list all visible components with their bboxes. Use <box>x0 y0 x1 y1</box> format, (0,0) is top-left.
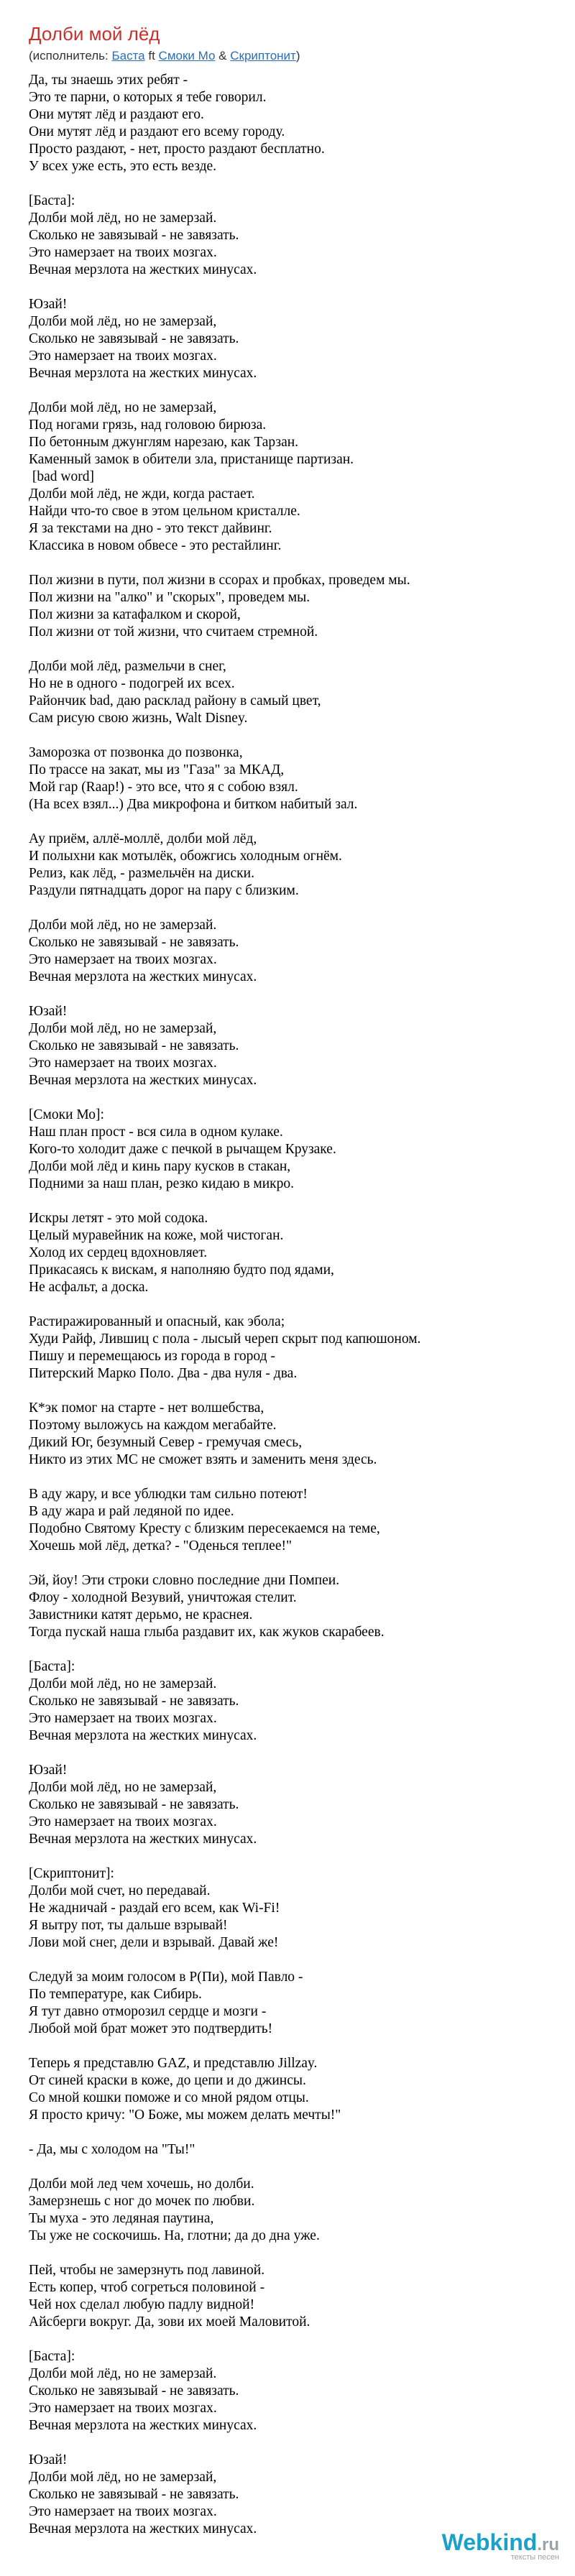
lyrics-text <box>29 72 420 2538</box>
lyric-line: Сколько не завязывай - не завязать. <box>29 935 239 950</box>
lyric-line: Лови мой снег, дели и взрывай. Давай же! <box>29 1935 279 1950</box>
lyric-line: Заморозка от позвонка до позвонка, <box>29 745 243 760</box>
lyric-line: Найди что-то свое в этом цельном кристалле. <box>29 504 300 519</box>
lyric-line: Долби мой счет, но передавай. <box>29 1883 211 1898</box>
lyric-line: Сколько не завязывай - не завязать. <box>29 1694 239 1709</box>
lyric-line: Не жадничай - раздай его всем, как Wi-Fi! <box>29 1901 280 1916</box>
lyric-line: Питерский Марко Поло. Два - два нуля - два. <box>29 1366 298 1381</box>
page-title: Долби мой лёд <box>29 23 160 45</box>
lyric-line: Это намерзает на твоих мозгах. <box>29 2401 217 2416</box>
lyric-line: Со мной кошки поможе и со мной рядом отцы. <box>29 2090 309 2105</box>
performers-line <box>29 49 300 63</box>
lyric-line: Это намерзает на твоих мозгах. <box>29 1711 217 1726</box>
lyric-blank-line <box>29 382 420 400</box>
watermark-tagline: тексты песен <box>510 2553 559 2562</box>
lyric-blank-line <box>29 2038 420 2055</box>
lyric-line: Ты уже не соскочишь. На, глотни; да до дна уже. <box>29 2228 320 2243</box>
lyric-line: Это намерзает на твоих мозгах. <box>29 1814 217 1829</box>
lyric-line: Любой мой брат может это подтвердить! <box>29 2021 273 2036</box>
lyric-blank-line <box>29 175 420 193</box>
lyric-line: Пол жизни в пути, пол жизни в ссорах и пробках, проведем мы. <box>29 573 410 588</box>
lyric-line: Пол жизни за катафалком и скорой, <box>29 607 241 622</box>
lyric-line: Классика в новом обвесе - это рестайлинг. <box>29 538 282 553</box>
lyric-line: Завистники катят дерьмо, не краснея. <box>29 1607 253 1622</box>
lyric-line: Долби мой лёд и кинь пару кусков в стакан, <box>29 1159 291 1174</box>
lyric-line: Я за текстами на дно - это текст дайвинг. <box>29 521 272 536</box>
lyric-blank-line <box>29 1089 420 1107</box>
lyric-blank-line <box>29 813 420 831</box>
lyric-line: [Смоки Мо]: <box>29 1107 104 1122</box>
lyric-blank-line <box>29 1555 420 1572</box>
lyric-blank-line <box>29 279 420 296</box>
lyric-blank-line <box>29 1382 420 1400</box>
lyric-line: Никто из этих МС не сможет взять и заменить меня здесь. <box>29 1452 377 1467</box>
lyric-line: Райончик bad, даю расклад району в самый цвет, <box>29 693 321 708</box>
lyric-line: [Баста]: <box>29 1659 75 1674</box>
lyric-line: Кого-то холодит даже с печкой в рычащем Крузаке. <box>29 1142 336 1157</box>
lyric-line: Пей, чтобы не замерзнуть под лавиной. <box>29 2263 265 2278</box>
lyric-line: Пишу и перемещаюсь из города в город - <box>29 1349 275 1364</box>
lyric-line: Долби мой лёд, но не замерзай, <box>29 1780 217 1795</box>
lyric-line: Каменный замок в обители зла, пристанище партизан. <box>29 452 354 467</box>
lyric-blank-line <box>29 2124 420 2141</box>
lyric-line: Эй, йоу! Эти строки словно последние дни Помпеи. <box>29 1573 340 1588</box>
lyric-line: Целый муравейник на коже, мой чистоган. <box>29 1228 284 1243</box>
lyric-line: Раздули пятнадцать дорог на пару с близким. <box>29 883 299 898</box>
performers-suffix: ) <box>295 49 300 63</box>
lyric-line: По бетонным джунглям нарезаю, как Тарзан. <box>29 435 299 450</box>
lyric-line: Долби мой лёд, размельчи в снег, <box>29 659 226 674</box>
lyric-line: [Баста]: <box>29 193 75 208</box>
lyric-line: Долби мой лёд, но не замерзай, <box>29 1021 217 1036</box>
lyric-line: Поэтому выложусь на каждом мегабайте. <box>29 1418 277 1433</box>
lyric-line: Подобно Святому Кресту с близким пересекаемся на теме, <box>29 1521 380 1536</box>
ft-separator: ft <box>144 49 159 63</box>
lyric-blank-line <box>29 641 420 658</box>
lyric-line: Они мутят лёд и раздают его. <box>29 107 204 122</box>
watermark-domain: .ru <box>537 2535 559 2554</box>
site-watermark <box>442 2529 559 2562</box>
lyric-blank-line <box>29 2331 420 2348</box>
lyric-blank-line <box>29 1193 420 1210</box>
lyric-blank-line <box>29 986 420 1003</box>
lyric-line: Искры летят - это мой содока. <box>29 1211 208 1226</box>
lyric-line: Холод их сердец вдохновляет. <box>29 1245 208 1260</box>
lyric-line: По трассе на закат, мы из "Газа" за МКАД, <box>29 762 285 777</box>
artist-link-scriptonite[interactable]: Скриптонит <box>230 49 296 63</box>
lyric-line: Сколько не завязывай - не завязать. <box>29 2383 239 2399</box>
lyric-line: Есть копер, чтоб согреться половиной - <box>29 2280 265 2295</box>
lyric-line: Вечная мерзлота на жестких минусах. <box>29 1832 257 1847</box>
lyric-line: Юзай! <box>29 297 68 312</box>
lyric-line: Наш план прост - вся сила в одном кулаке. <box>29 1125 283 1140</box>
lyric-blank-line <box>29 2434 420 2452</box>
lyric-line: Сколько не завязывай - не завязать. <box>29 1038 239 1053</box>
lyric-blank-line <box>29 727 420 744</box>
watermark-brand: Webkind <box>441 2529 538 2555</box>
lyric-blank-line <box>29 2159 420 2176</box>
lyric-line: Ты муха - это ледяная паутина, <box>29 2211 214 2226</box>
lyric-line: Вечная мерзлота на жестких минусах. <box>29 262 257 277</box>
lyric-line: Долби мой лёд, но не замерзай. <box>29 2366 217 2381</box>
lyric-line: Ау приём, аллё-моллё, долби мой лёд, <box>29 831 257 846</box>
lyric-line: Я просто кричу: "О Боже, мы можем делать мечты!" <box>29 2108 341 2123</box>
amp-separator: & <box>215 49 231 63</box>
lyric-line: Флоу - холодной Везувий, уничтожая стелит. <box>29 1590 297 1605</box>
lyric-line: Долби мой лёд, но не замерзай. <box>29 1676 217 1691</box>
lyric-line: Вечная мерзлота на жестких минусах. <box>29 2418 257 2433</box>
lyric-line: Юзай! <box>29 1004 68 1019</box>
lyric-line: Долби мой лёд, но не замерзай, <box>29 314 217 329</box>
lyric-line: (На всех взял...) Два микрофона и битком набитый зал. <box>29 797 358 812</box>
lyric-line: - Да, мы с холодом на "Ты!" <box>29 2142 196 2157</box>
performers-prefix: (исполнитель: <box>29 49 112 63</box>
lyric-line: Худи Райф, Лившиц с пола - лысый череп скрыт под капюшоном. <box>29 1331 421 1347</box>
lyric-line: Но не в одного - подогрей их всех. <box>29 676 235 691</box>
lyric-line: Долби мой лёд, но не замерзай, <box>29 2470 217 2485</box>
lyric-line: От синей краски в коже, до цепи и до джинсы. <box>29 2073 306 2088</box>
lyric-line: По температуре, как Сибирь. <box>29 1987 202 2002</box>
lyric-line: Они мутят лёд и раздают его всему городу. <box>29 124 285 139</box>
lyric-line: Чей нох сделал любую падлу видной! <box>29 2297 255 2312</box>
lyric-line: Вечная мерзлота на жестких минусах. <box>29 969 257 984</box>
lyric-line: Мой гар (Raap!) - это все, что я с собою взял. <box>29 780 298 795</box>
lyric-line: Релиз, как лёд, - размельчён на диски. <box>29 866 254 881</box>
lyric-line: Прикасаясь к вискам, я наполняю будто под ядами, <box>29 1262 334 1278</box>
lyric-line: Хочешь мой лёд, детка? - "Оденься теплее!" <box>29 1538 292 1554</box>
lyric-line: Тогда пускай наша глыба раздавит их, как жуков скарабеев. <box>29 1625 385 1640</box>
artist-link-basta[interactable]: Баста <box>111 49 145 63</box>
lyric-blank-line <box>29 900 420 917</box>
lyric-line: Просто раздают, - нет, просто раздают бесплатно. <box>29 142 325 157</box>
lyric-line: Айсберги вокруг. Да, зови их моей Маловитой. <box>29 2314 310 2330</box>
lyric-line: [Скриптонит]: <box>29 1866 114 1881</box>
lyric-line: Долби мой лёд, но не замерзай. <box>29 211 217 226</box>
lyric-line: Сколько не завязывай - не завязать. <box>29 2487 239 2502</box>
lyric-line: В аду жара и рай ледяной по идее. <box>29 1504 234 1519</box>
lyric-line: Растиражированный и опасный, как эбола; <box>29 1314 285 1329</box>
watermark-logo <box>442 2529 559 2556</box>
lyric-line: И полыхни как мотылёк, обожгись холодным огнём. <box>29 849 342 864</box>
lyric-line: Долби мой лёд, не жди, когда растает. <box>29 486 255 502</box>
lyric-line: Пол жизни на "алко" и "скорых", проведем мы. <box>29 590 310 605</box>
lyric-blank-line <box>29 1469 420 1486</box>
lyric-blank-line <box>29 1296 420 1314</box>
lyric-line: Сколько не завязывай - не завязать. <box>29 1797 239 1812</box>
lyric-line: Сколько не завязывай - не завязать. <box>29 228 239 243</box>
lyric-line: Юзай! <box>29 2452 68 2467</box>
lyric-line: Это намерзает на твоих мозгах. <box>29 952 217 967</box>
lyric-blank-line <box>29 1952 420 1969</box>
lyric-blank-line <box>29 1848 420 1865</box>
lyric-blank-line <box>29 2245 420 2262</box>
lyric-line: Это намерзает на твоих мозгах. <box>29 245 217 260</box>
lyric-line: Я вытру пот, ты дальше взрывай! <box>29 1918 228 1933</box>
lyric-line: [Баста]: <box>29 2349 75 2364</box>
lyric-line: Долби мой лед чем хочешь, но долби. <box>29 2176 254 2192</box>
lyric-line: Вечная мерзлота на жестких минусах. <box>29 2521 257 2536</box>
lyric-line: Долби мой лёд, но не замерзай. <box>29 918 217 933</box>
lyric-line: Теперь я представлю GAZ, и представлю Jillzay. <box>29 2056 318 2071</box>
lyric-line: Подними за наш план, резко кидаю в микро. <box>29 1176 295 1191</box>
lyric-line: Пол жизни от той жизни, что считаем стремной. <box>29 624 318 640</box>
artist-link-smoky-mo[interactable]: Смоки Мо <box>158 49 216 63</box>
lyric-blank-line <box>29 1745 420 1762</box>
lyric-line: Не асфальт, а доска. <box>29 1280 149 1295</box>
lyric-line: [bad word] <box>29 469 94 484</box>
lyric-line: Долби мой лёд, но не замерзай, <box>29 400 217 415</box>
lyric-line: Это намерзает на твоих мозгах. <box>29 1056 217 1071</box>
lyric-line: Дикий Юг, безумный Север - гремучая смесь, <box>29 1435 303 1450</box>
lyric-line: Замерзнешь с ног до мочек по любви. <box>29 2194 255 2209</box>
lyric-line: Юзай! <box>29 1763 68 1778</box>
lyric-line: Вечная мерзлота на жестких минусах. <box>29 1073 257 1088</box>
lyric-line: Вечная мерзлота на жестких минусах. <box>29 366 257 381</box>
lyric-line: Под ногами грязь, над головою бирюза. <box>29 417 267 433</box>
lyric-line: В аду жару, и все ублюдки там сильно потеют! <box>29 1487 308 1502</box>
lyric-line: Вечная мерзлота на жестких минусах. <box>29 1728 257 1743</box>
lyric-line: Это намерзает на твоих мозгах. <box>29 348 217 364</box>
lyric-line: К*эк помог на старте - нет волшебства, <box>29 1400 264 1416</box>
lyric-line: Это намерзает на твоих мозгах. <box>29 2504 217 2519</box>
lyric-line: Сколько не завязывай - не завязать. <box>29 331 239 346</box>
lyric-blank-line <box>29 1641 420 1658</box>
lyric-line: Следуй за моим голосом в Р(Пи), мой Павло - <box>29 1970 303 1985</box>
lyric-line: Это те парни, о которых я тебе говорил. <box>29 90 267 105</box>
lyric-line: Сам рисую свою жизнь, Walt Disney. <box>29 711 248 726</box>
lyric-line: Да, ты знаешь этих ребят - <box>29 73 188 88</box>
lyric-blank-line <box>29 555 420 572</box>
lyric-line: У всех уже есть, это есть везде. <box>29 159 217 174</box>
lyric-line: Я тут давно отморозил сердце и мозги - <box>29 2004 267 2019</box>
